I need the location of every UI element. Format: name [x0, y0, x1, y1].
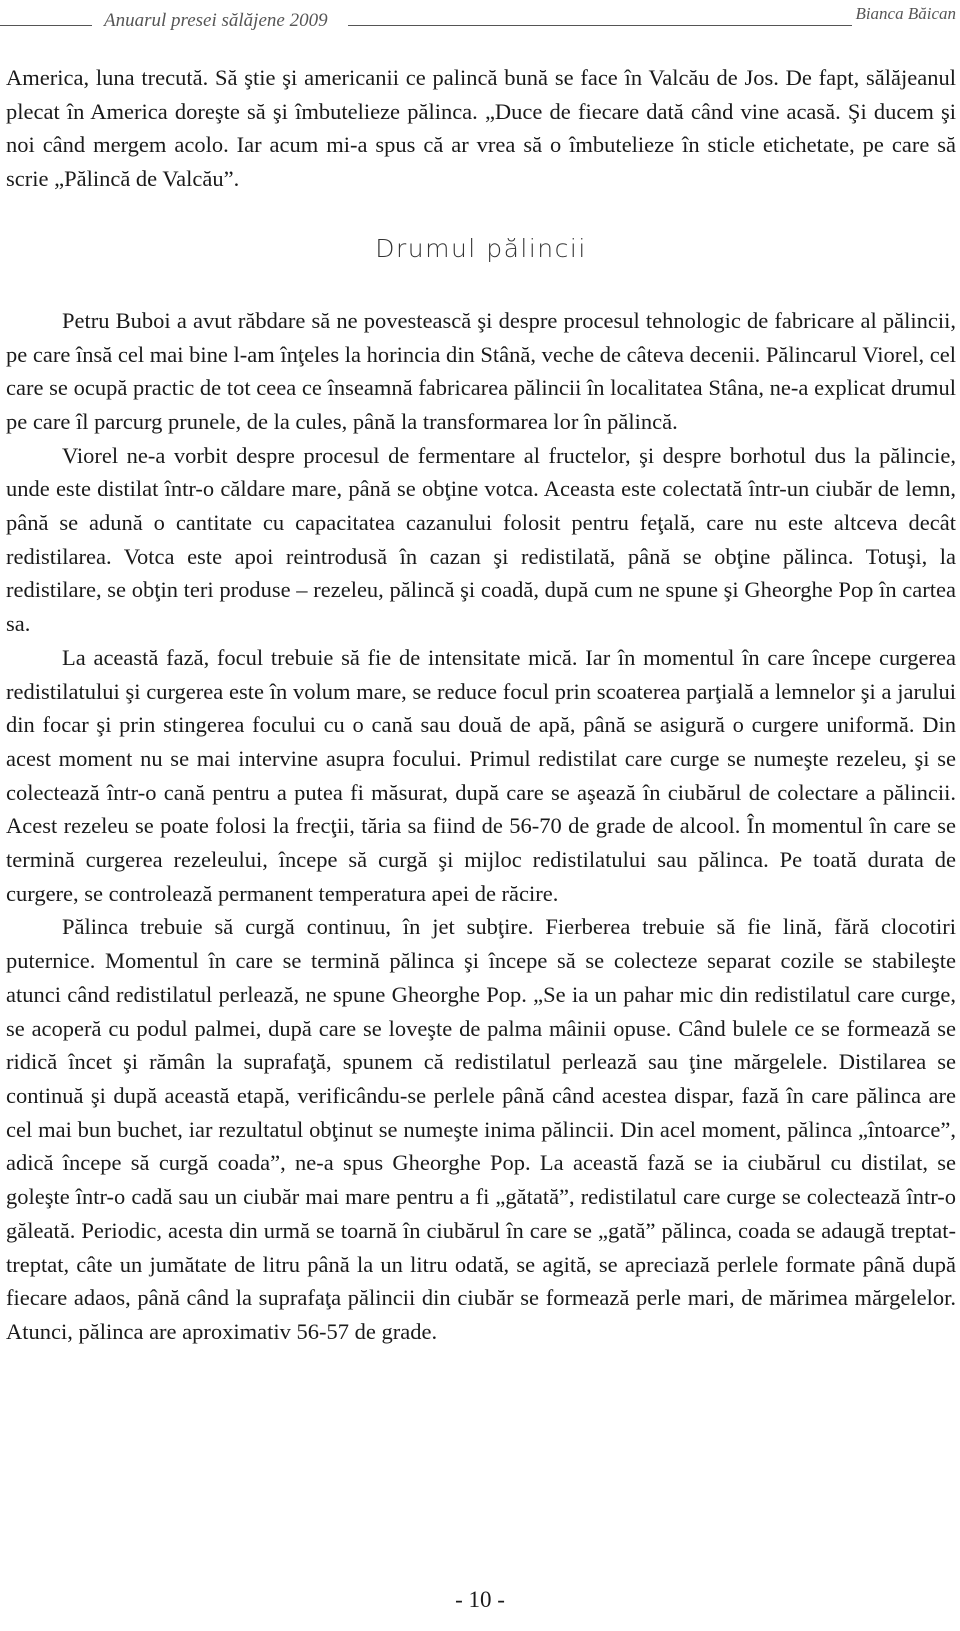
author-name: Bianca Băican	[855, 4, 956, 23]
body-paragraph-2: Viorel ne-a vorbit despre procesul de fermentare al fructelor, şi despre borhotul dus la pălincie, unde este distilat într-o căldare mare, până se obţine votca. Aceasta este colectată într-un ciubăr de lemn, până se adună o cantitate cu capacitatea cazanului folosit pentru feţală, care nu este altceva decât redistilarea. Votca este apoi reintrodusă în cazan şi redistilată, până se obţine pălinca. Totuşi, la redistilare, se obţin teri produse – rezeleu, pălincă şi coadă, după cum ne spune şi Gheorghe Pop în cartea sa.	[6, 442, 956, 637]
section-title: Drumul pălincii	[375, 233, 587, 263]
publication-title: Anuarul presei sălăjene 2009	[104, 10, 328, 31]
article-body	[6, 61, 956, 1349]
running-header	[0, 4, 960, 34]
header-rule-left	[0, 25, 92, 26]
header-rule-right	[348, 25, 852, 26]
body-paragraph-4: Pălinca trebuie să curgă continuu, în jet subţire. Fierberea trebuie să fie lină, fără clocotiri puternice. Momentul în care se termină pălinca şi începe să se colecteze separat cozile se stabileşte atunci când redistilatul perlează, ne spune Gheorghe Pop. „Se ia un pahar mic din redistilatul care curge, se acoperă cu podul palmei, după care se loveşte de palma mâinii opuse. Când bulele ce se formează se ridică încet şi rămân la suprafaţă, spunem că redistilatul perlează sau ţine mărgelele. Distilarea se continuă şi după această etapă, verificându-se perlele până când acestea dispar, fază în care pălinca are cel mai bun buchet, iar rezultatul obţinut se numeşte inima pălincii. Din acel moment, pălinca „întoarce”, adică începe să curgă coada”, ne-a spus Gheorghe Pop. La această fază se ia ciubărul cu distilat, se goleşte într-o cadă sau un ciubăr mai mare pentru a fi „gătată”, redistilatul care curge se colectează într-o găleată. Periodic, acesta din urmă se toarnă în ciubărul în care se „gată” pălinca, coada se adaugă treptat-treptat, câte un jumătate de litru până la un litru odată, se agită, se apreciază perlele formate până după fiecare adaos, până când la suprafaţa pălincii din ciubăr se formează perle mari, de mărimea mărgelelor. Atunci, pălinca are aproximativ 56-57 de grade.	[6, 914, 956, 1344]
intro-paragraph: America, luna trecută. Să ştie şi americanii ce palincă bună se face în Valcău de Jos. De fapt, sălăjeanul plecat în America doreşte să şi îmbutelieze pălinca. „Duce de fiecare dată când vine acasă. Şi ducem şi noi când mergem acolo. Iar acum mi-a spus că ar vrea să o îmbutelieze în sticle etichetate, pe care să scrie „Pălincă de Valcău”.	[6, 65, 956, 192]
body-paragraph-3: La această fază, focul trebuie să fie de intensitate mică. Iar în momentul în care începe curgerea redistilatului şi curgerea este în volum mare, se reduce focul prin scoaterea parţială a lemnelor şi a jarului din focar şi prin stingerea focului cu o cană sau două de apă, până se asigură o curgere uniformă. Din acest moment nu se mai intervine asupra focului. Primul redistilat care curge se numeşte rezeleu, şi se colectează într-o cană pentru a putea fi măsurat, după care se aşează în ciubărul de colectare a pălincii. Acest rezeleu se poate folosi la frecţii, tăria sa fiind de 56-70 de grade de alcool. În momentul în care se termină curgerea rezeleului, începe să curgă şi mijloc redistilatului sau pălinca. Pe toată durata de curgere, se controlează permanent temperatura apei de răcire.	[6, 644, 956, 906]
body-paragraph-1: Petru Buboi a avut răbdare să ne povestească şi despre procesul tehnologic de fabricare al pălincii, pe care însă cel mai bine l-am înţeles la horincia din Stână, veche de câteva decenii. Pălincarul Viorel, cel care se ocupă practic de tot ceea ce înseamnă fabricarea pălincii în localitatea Stâna, ne-a explicat drumul pe care îl parcurg prunele, de la cules, până la transformarea lor în pălincă.	[6, 307, 956, 434]
page-number: - 10 -	[455, 1587, 505, 1612]
